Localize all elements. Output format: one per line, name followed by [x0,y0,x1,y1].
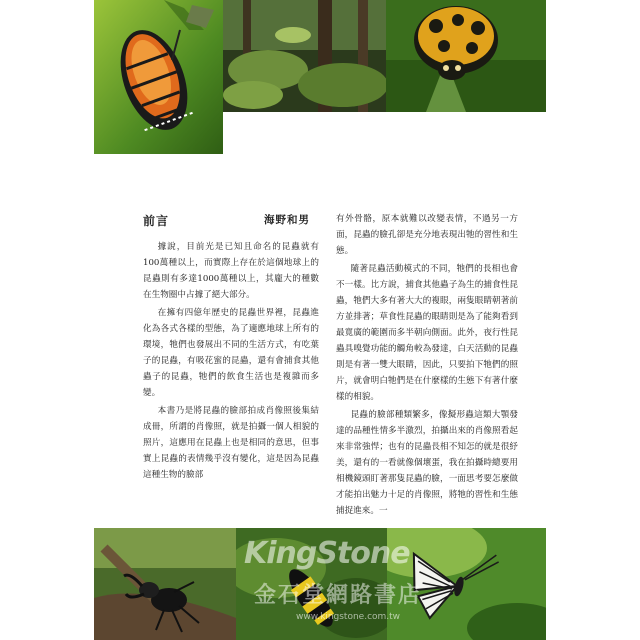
longhorn-beetle-photo [236,528,387,640]
text-column-right [336,211,518,521]
forest-photo [223,0,386,112]
swallowtail-butterfly-photo [387,528,546,640]
paragraph: 隨著昆蟲活動模式的不同，牠們的長相也會不一樣。比方說，捕食其他蟲子為生的捕食性昆蟲，牠們大多有著大大的複眼，兩隻眼睛朝著前方並排著；草食性昆蟲的眼睛則是為了能夠看到最寬廣的範圍而多半朝向側面。此外，夜行性昆蟲具嗅覺功能的觸角較為發達，白天活動的昆蟲則是有著一雙大眼睛，因此，只要拍下牠們的照片，就會明白牠們是在什麼樣的生態下有著什麼樣的相貌。 [336,264,518,402]
ladybird-photo [386,0,546,112]
watermark-chinese: 金石堂網路書店 [254,582,423,608]
stag-beetle-photo [94,528,236,640]
paragraph: 有外骨骼，原本就難以改變表情，不過另一方面，昆蟲的臉孔卻是充分地表現出牠的習性和生態。 [336,214,518,256]
watermark-url: www.kingstone.com.tw [296,612,401,622]
paragraph: 本書乃是將昆蟲的臉部拍成肖像照後集結成冊，所謂的肖像照，就是拍攝一個人相貌的照片，這應用在昆蟲上也是相同的意思，但事實上昆蟲的表情幾乎沒有變化，這是因為昆蟲這種生物的臉部 [143,406,319,480]
article-title: 前言 [143,214,170,228]
paragraph: 據說，目前光是已知且命名的昆蟲就有100萬種以上，而實際上存在於這個地球上的昆蟲則有多達1000萬種以上，其龐大的種數在生物圈中占據了絕大部分。 [143,242,319,300]
watermark-brand: KingStone [244,536,410,571]
text-column-left [143,239,319,485]
paragraph: 在擁有四億年歷史的昆蟲世界裡，昆蟲進化為各式各樣的型態，為了適應地球上所有的環境，牠們也發展出不同的生活方式，有吃葉子的昆蟲，有吸花蜜的昆蟲，還有會捕食其他蟲子的昆蟲，牠們的飲食生活也是複雜而多變。 [143,308,319,398]
paragraph: 昆蟲的臉部種類繁多，像擬形蟲這類大顎發達的品種性情多半激烈，拍攝出來的肖像照看起來非常強悍；也有的昆蟲長相不知怎的就是很紓美，還有的一看就像個壞蛋，我在拍攝時總要用相機鏡頭盯著那隻昆蟲的臉，一面思考要怎麼做才能拍出魅力十足的肖像照，將牠的習性和生態捕捉進來。一 [336,410,518,516]
article-author: 海野和男 [264,214,310,226]
butterfly-photo [94,0,223,154]
